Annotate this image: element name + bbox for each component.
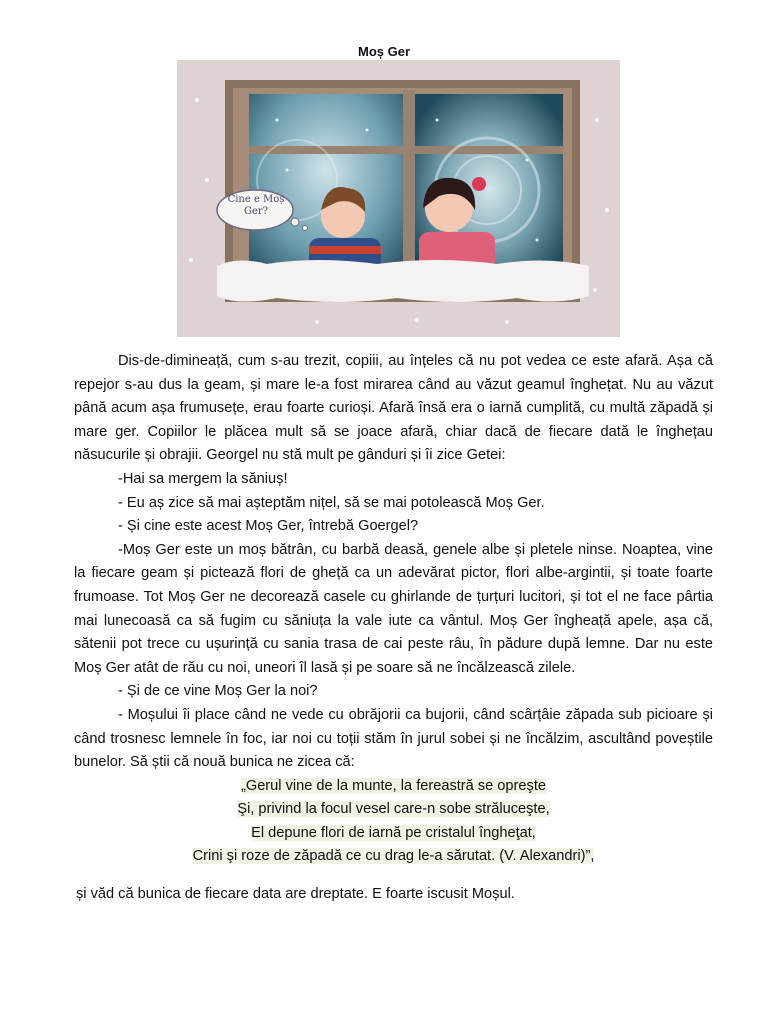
page-title: Moș Ger: [357, 44, 410, 59]
story-text: [74, 350, 713, 907]
speech-bubble-text: Cine e Moș Ger?: [227, 194, 285, 217]
paragraph-intro: Dis-de-dimineață, cum s-au trezit, copiii, au înțeles că nu pot vedea ce este afară. Așa că repejor s-au dus la geam, și mare le-a fost mirarea când au văzut geamul înghețat. Nu au văzut până acum așa frumusețe, erau foarte curioși. Afară însă era o iarnă cumplită, cu multă zăpadă și mare ger. Copiilor le plăcea mult să se joace afară, chiar dacă de fiecare dată le înghețau năsucurile și obrajii. Georgel nu stă mult pe gânduri și îi zice Getei:: [74, 353, 713, 464]
closing-line: și văd că bunica de fiecare data are dreptate. E foarte iscusit Moșul.: [76, 886, 515, 903]
dialogue-line-6: - Moșului îi place când ne vede cu obrăjorii ca bujorii, când scârțâie zăpada sub picioare și când trosnesc lemnele în foc, iar noi cu toții stăm în jurul sobei și ne încălzim, ascultând poveștile bunelor. Să știi că nouă bunica ne zicea că:: [74, 706, 713, 771]
dialogue-line-1: -Hai sa mergem la săniuș!: [118, 470, 288, 487]
poem-line: Crini şi roze de zăpadă ce cu drag le-a sărutat. (V. Alexandri)”,: [192, 848, 595, 865]
dialogue-line-3: - Și cine este acest Moș Ger, întrebă Goergel?: [118, 518, 419, 535]
story-illustration: [177, 60, 620, 337]
dialogue-line-2: - Eu aș zice să mai așteptăm nițel, să se mai potolească Moș Ger.: [118, 494, 545, 511]
poem-line: „Gerul vine de la munte, la fereastră se opreşte: [240, 777, 546, 794]
poem-line: Şi, privind la focul vesel care-n sobe străluceşte,: [237, 801, 550, 818]
poem-line: El depune flori de iarnă pe cristalul îngheţat,: [251, 824, 536, 841]
dialogue-line-5: - Și de ce vine Moș Ger la noi?: [118, 683, 318, 700]
dialogue-line-4: -Moș Ger este un moș bătrân, cu barbă deasă, genele albe și pletele ninse. Noaptea, vine la fiecare geam și pictează flori de gheță ca un adevărat pictor, flori albe-argintii, și toate foarte frumoase. Tot Moș Ger ne decorează casele cu ghirlande de țurțuri lucitori, și tot el ne face pârtia mai lunecoasă ca să fugim cu săniuța la vale iute ca vântul. Moș Ger îngheață apele, așa că, sătenii pot trece cu ușurință cu sania trasa de cai peste râu, în pădure după lemne. Dar nu este Moș Ger atât de rău cu noi, uneori îl lasă și pe soare să ne încălzească zilele.: [74, 541, 713, 676]
